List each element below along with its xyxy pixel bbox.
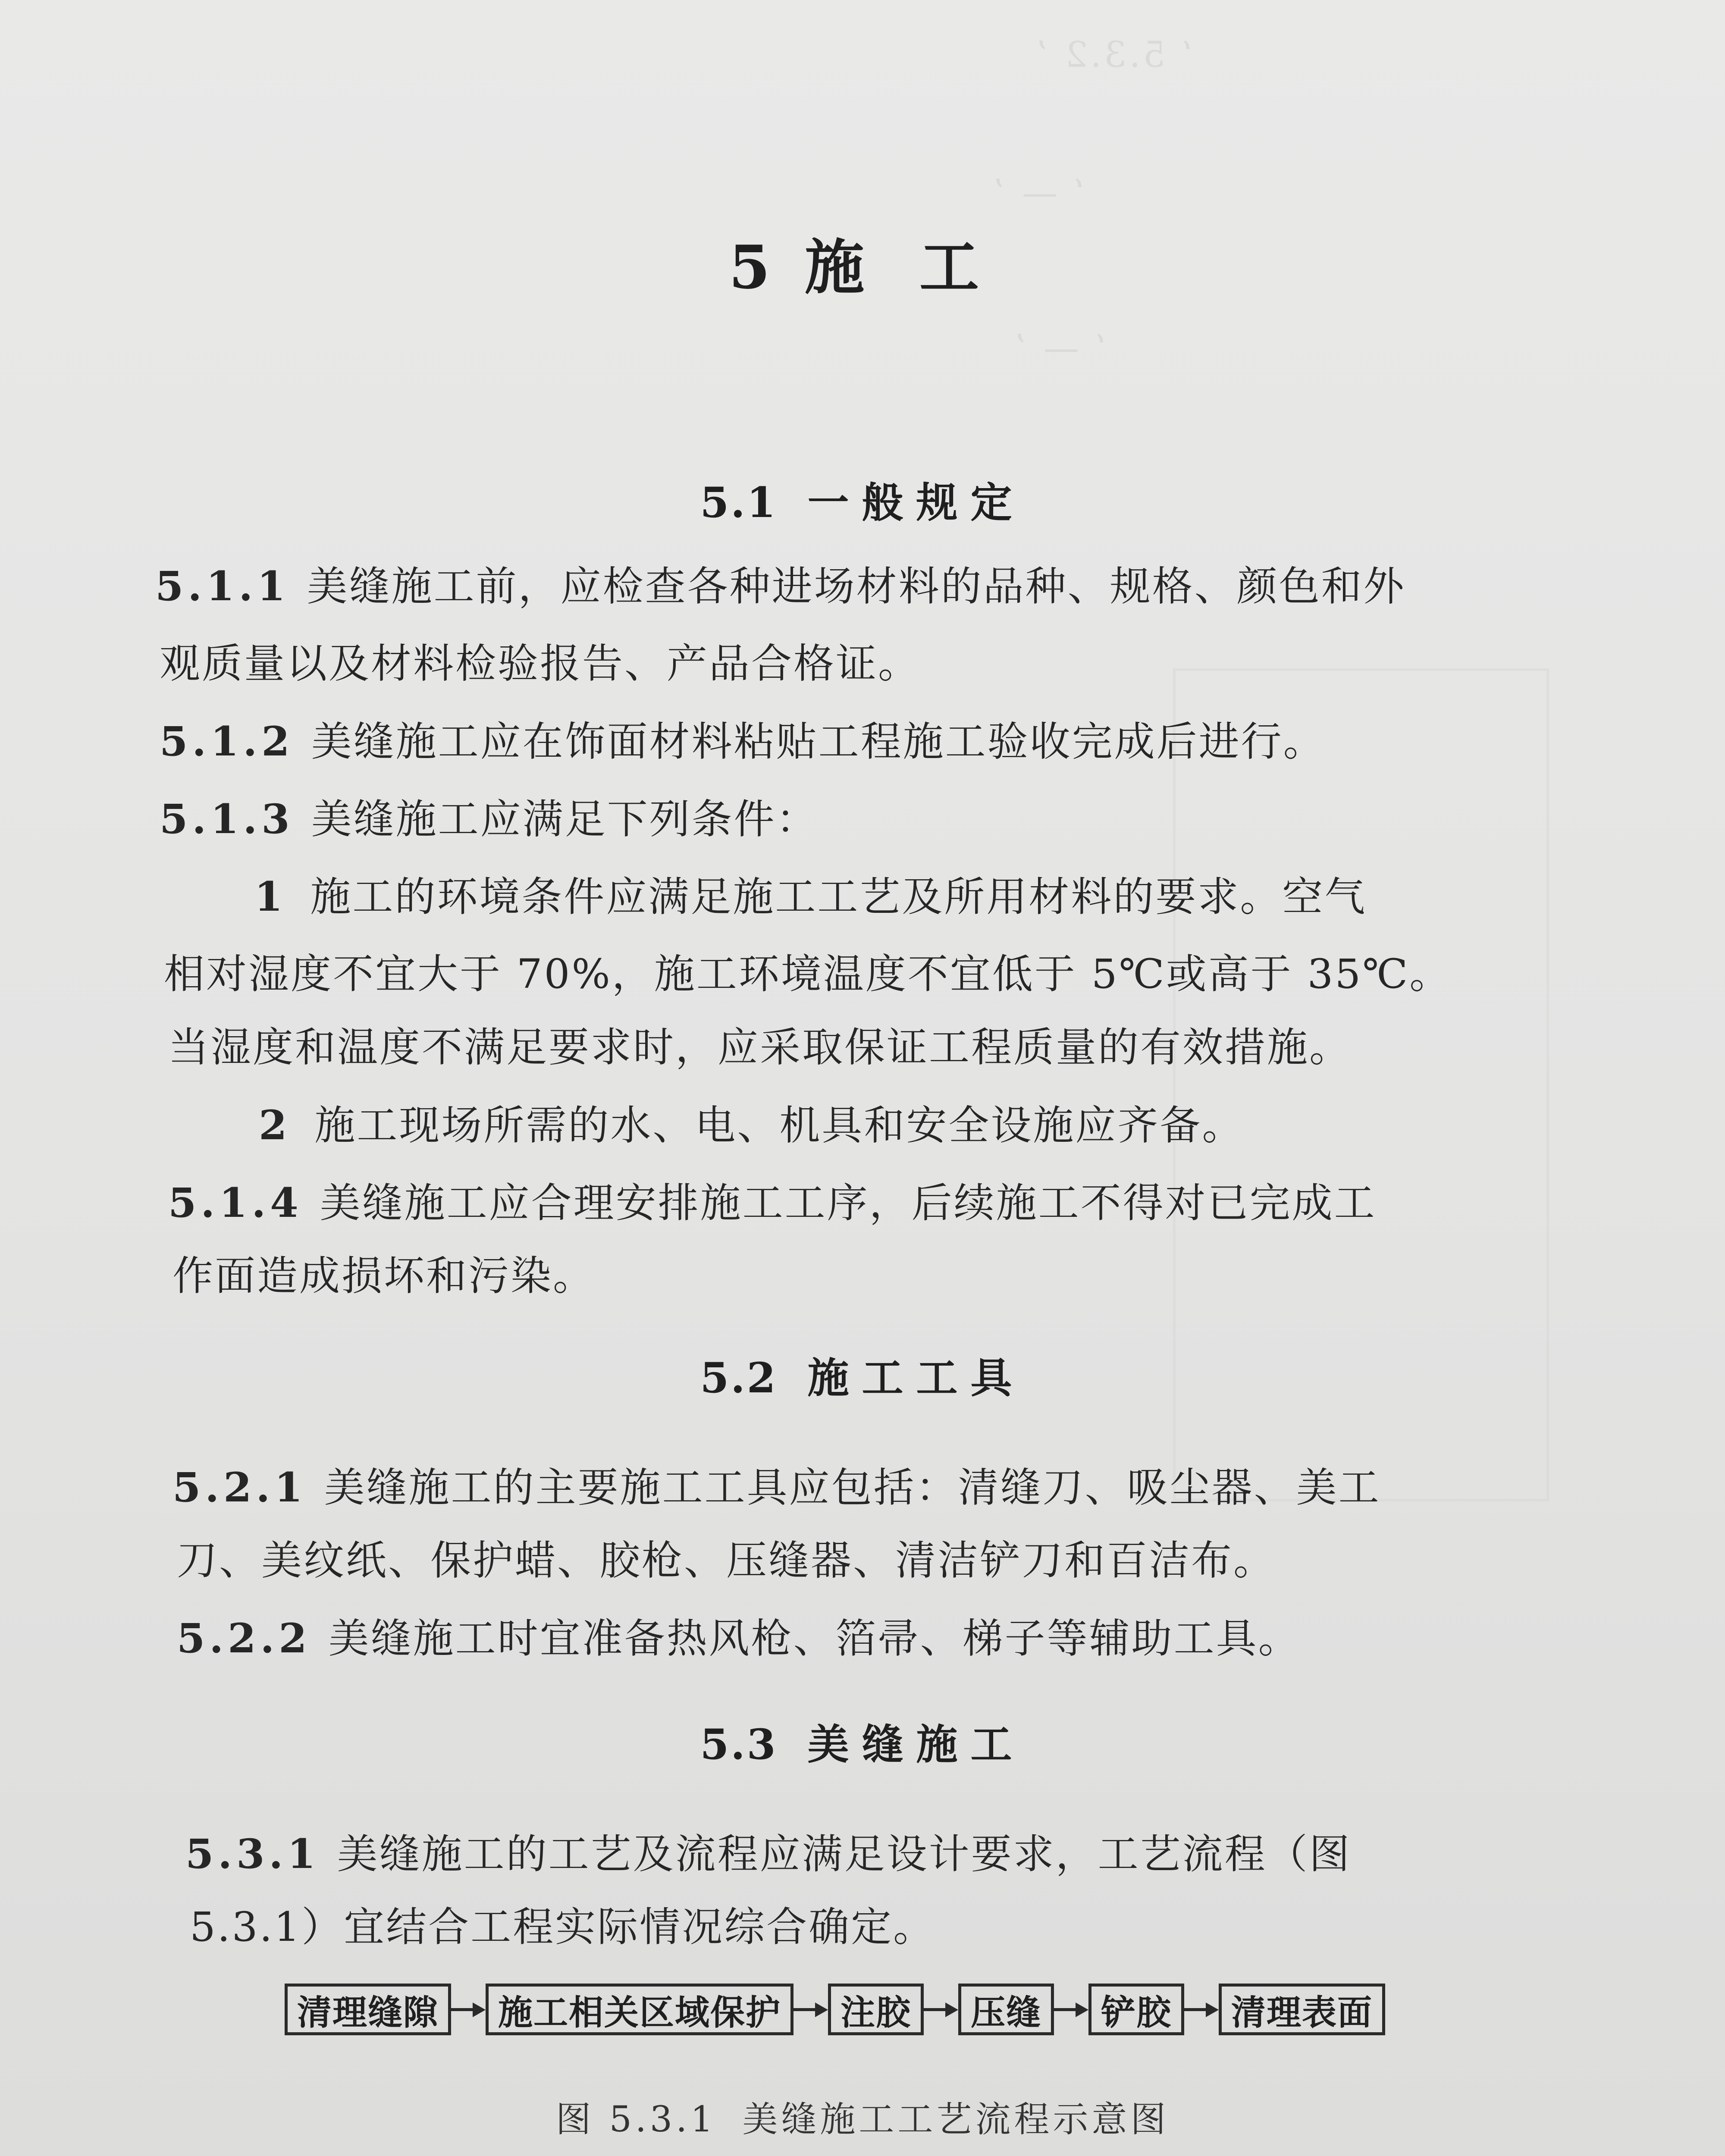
chapter-name: 施 工	[804, 232, 997, 302]
clause-line: 美缝施工应合理安排施工工序，后续施工不得对已完成工	[320, 1180, 1377, 1227]
clause-line: 刀、美纹纸、保护蜡、胶枪、压缝器、清洁铲刀和百洁布。	[177, 1537, 1276, 1584]
section-name: 美缝施工	[807, 1720, 1025, 1769]
arrow-right-icon	[1184, 1984, 1219, 2035]
section-number: 5.1	[700, 478, 778, 527]
arrow-right-icon	[924, 1984, 958, 2035]
clause-5-2-1	[172, 1457, 1381, 1518]
section-title	[0, 1345, 1725, 1404]
figure-number: 图 5.3.1	[555, 2099, 717, 2140]
flow-step-clean-gap: 清理缝隙	[285, 1984, 451, 2035]
clause-5-1-4	[168, 1173, 1377, 1234]
arrow-right-icon	[794, 1984, 828, 2035]
clause-5-1-4-cont	[172, 1246, 595, 1307]
clause-5-1-3	[160, 789, 819, 850]
clause-line: 美缝施工的工艺及流程应满足设计要求，工艺流程（图	[337, 1831, 1352, 1878]
flow-step-scrape-glue: 铲胶	[1088, 1984, 1184, 2035]
arrow-right-icon	[451, 1984, 486, 2035]
clause-line: 美缝施工应在饰面材料粘贴工程施工验收完成后进行。	[311, 718, 1326, 765]
section-number: 5.3	[700, 1720, 778, 1769]
clause-5-2-1-cont	[177, 1531, 1276, 1591]
bleed-through-text: ʻ 5.3.2 ʼ	[1035, 34, 1193, 75]
section-name: 施工工具	[807, 1354, 1025, 1402]
clause-number: 5.1.1	[155, 563, 290, 610]
item-line: 当湿度和温度不满足要求时，应采取保证工程质量的有效措施。	[168, 1024, 1352, 1071]
section-title	[0, 1712, 1725, 1771]
flow-step-protect-area: 施工相关区域保护	[486, 1984, 794, 2035]
clause-line: 美缝施工前，应检查各种进场材料的品种、规格、颜色和外	[307, 563, 1406, 610]
flow-step-clean-surface: 清理表面	[1219, 1984, 1385, 2035]
clause-5-3-1-cont	[190, 1897, 935, 1958]
clause-number: 5.1.3	[160, 796, 294, 843]
clause-line: 5.3.1）宜结合工程实际情况综合确定。	[190, 1904, 936, 1951]
item-line: 相对湿度不宜大于 70%，施工环境温度不宜低于 5℃或高于 35℃。	[164, 951, 1452, 998]
clause-number: 5.1.2	[160, 718, 294, 765]
item-1-cont	[164, 944, 1452, 1005]
chapter-title	[0, 220, 1725, 305]
clause-5-1-2	[160, 711, 1326, 772]
item-line: 施工的环境条件应满足施工工艺及所用材料的要求。空气	[310, 874, 1367, 921]
arrow-right-icon	[1054, 1984, 1088, 2035]
clause-number: 5.1.4	[168, 1179, 303, 1227]
flow-step-press-seam: 压缝	[958, 1984, 1054, 2035]
figure-caption	[0, 2091, 1725, 2142]
bleed-through-text: ʻ — ʼ	[1013, 328, 1107, 369]
section-name: 一般规定	[807, 478, 1025, 527]
item-1	[254, 867, 1367, 928]
process-flowchart	[285, 1979, 1385, 2040]
item-number: 1	[254, 873, 285, 921]
clause-5-3-1	[185, 1824, 1352, 1885]
clause-line: 观质量以及材料检验报告、产品合格证。	[160, 640, 921, 687]
figure-title: 美缝施工工艺流程示意图	[742, 2099, 1170, 2140]
clause-5-1-1	[155, 556, 1406, 617]
clause-line: 作面造成损坏和污染。	[172, 1253, 596, 1300]
item-number: 2	[259, 1102, 289, 1149]
clause-line: 美缝施工时宜准备热风枪、箔帚、梯子等辅助工具。	[328, 1615, 1301, 1662]
chapter-number: 5	[728, 232, 805, 302]
item-line: 施工现场所需的水、电、机具和安全设施应齐备。	[314, 1102, 1245, 1149]
section-title	[0, 470, 1725, 529]
clause-5-2-2	[177, 1608, 1301, 1669]
clause-number: 5.2.1	[172, 1464, 307, 1511]
bleed-through-text: ʻ — ʼ	[992, 172, 1085, 213]
clause-number: 5.2.2	[177, 1615, 311, 1662]
clause-5-1-1-cont	[160, 634, 920, 694]
section-number: 5.2	[700, 1354, 778, 1402]
item-1-cont	[168, 1018, 1352, 1078]
flow-step-inject-glue: 注胶	[828, 1984, 924, 2035]
item-2	[259, 1095, 1244, 1156]
clause-line: 美缝施工的主要施工工具应包括：清缝刀、吸尘器、美工	[324, 1464, 1381, 1511]
clause-line: 美缝施工应满足下列条件：	[311, 796, 819, 843]
clause-number: 5.3.1	[185, 1830, 320, 1878]
